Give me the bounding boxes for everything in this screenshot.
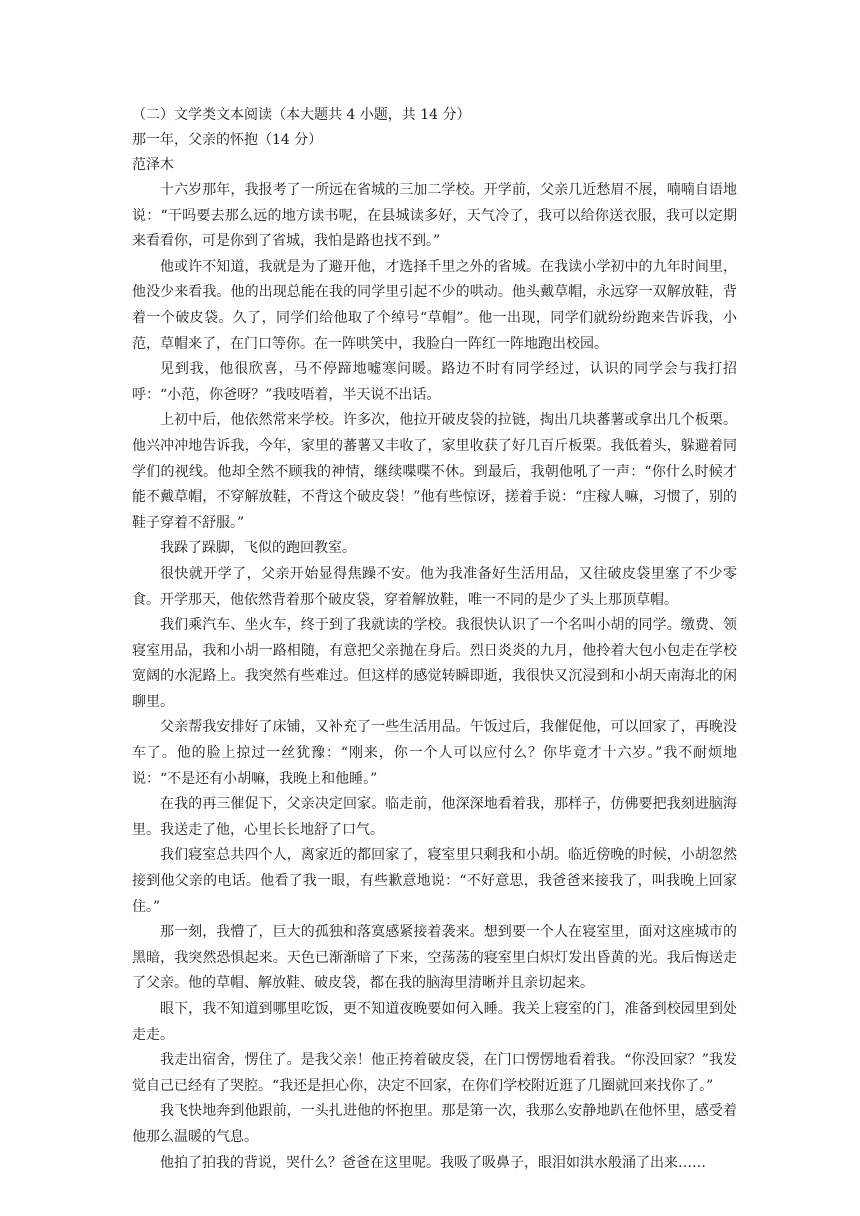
paragraph: 在我的再三催促下，父亲决定回家。临走前，他深深地看着我，那样子，仿佛要把我刻进脑海里。我送走了他，心里长长地舒了口气。 xyxy=(132,796,737,838)
paragraph: 我飞快地奔到他跟前，一头扎进他的怀抱里。那是第一次，我那么安静地趴在他怀里，感受着他那么温暖的气息。 xyxy=(132,1103,737,1145)
paragraph: 十六岁那年，我报考了一所远在省城的三加二学校。开学前，父亲几近愁眉不展，喃喃自语地说：“干吗要去那么远的地方读书呢，在县城读多好，天气冷了，我可以给你送衣服，我可以定期来看看你，可是你到了省城，我怕是路也找不到。” xyxy=(132,182,737,250)
paragraph: 我跺了跺脚，飞似的跑回教室。 xyxy=(160,540,356,557)
article-title: 那一年，父亲的怀抱（14 分） xyxy=(132,132,323,148)
paragraph: 见到我，他很欣喜，马不停蹄地嘘寒问暖。路边不时有同学经过，认识的同学会与我打招呼：“小范，你爸呀？”我吱唔着，半天说不出话。 xyxy=(132,361,737,403)
paragraph: 我们寝室总共四个人，离家近的都回家了，寝室里只剩我和小胡。临近傍晚的时候，小胡忽然接到他父亲的电话。他看了我一眼，有些歉意地说：“不好意思，我爸爸来接我了，叫我晚上回家住。” xyxy=(132,847,737,915)
section-heading: （二）文学类文本阅读（本大题共 4 小题，共 14 分） xyxy=(132,107,471,123)
paragraph: 很快就开学了，父亲开始显得焦躁不安。他为我准备好生活用品，又往破皮袋里塞了不少零食。开学那天，他依然背着那个破皮袋，穿着解放鞋，唯一不同的是少了头上那顶草帽。 xyxy=(132,565,737,608)
paragraph: 那一刻，我懵了，巨大的孤独和落寞感紧接着袭来。想到要一个人在寝室里，面对这座城市的黑暗，我突然恐惧起来。天色已渐渐暗了下来，空荡荡的寝室里白炽灯发出昏黄的光。我后悔送走了父亲。他的草帽、解放鞋、破皮袋，都在我的脑海里清晰并且亲切起来。 xyxy=(132,924,737,992)
paragraph: 他或许不知道，我就是为了避开他，才选择千里之外的省城。在我读小学初中的九年时间里，他没少来看我。他的出现总能在我的同学里引起不少的哄动。他头戴草帽，永远穿一双解放鞋，背着一个破皮袋。久了，同学们给他取了个绰号“草帽”。他一出现，同学们就纷纷跑来告诉我，小范，草帽来了，在门口等你。在一阵哄笑中，我脸白一阵红一阵地跑出校园。 xyxy=(132,258,737,352)
author-name: 范泽木 xyxy=(132,157,174,173)
paragraph: 我们乘汽车、坐火车，终于到了我就读的学校。我很快认识了一个名叫小胡的同学。缴费、领寝室用品，我和小胡一路相随，有意把父亲抛在身后。烈日炎炎的九月，他拎着大包小包走在学校宽阔的水泥路上。我突然有些难过。但这样的感觉转瞬即逝，我很快又沉浸到和小胡天南海北的闲聊里。 xyxy=(132,617,737,710)
paragraph: 他拍了拍我的背说，哭什么？爸爸在这里呢。我吸了吸鼻子，眼泪如洪水般涌了出来…… xyxy=(160,1154,706,1171)
paragraph: 上初中后，他依然常来学校。许多次，他拉开破皮袋的拉链，掏出几块蕃薯或拿出几个板栗。他兴冲冲地告诉我，今年，家里的蕃薯又丰收了，家里收获了好几百斤板栗。我低着头，躲避着同学们的视线。他却全然不顾我的神情，继续喋喋不休。到最后，我朝他吼了一声：“你什么时候才能不戴草帽，不穿解放鞋，不背这个破皮袋！”他有些惊讶，搓着手说：“庄稼人嘛，习惯了，别的鞋子穿着不舒服。” xyxy=(132,412,737,531)
paragraph: 眼下，我不知道到哪里吃饭，更不知道夜晚要如何入睡。我关上寝室的门，准备到校园里到处走走。 xyxy=(132,1001,737,1043)
paragraph: 我走出宿舍，愣住了。是我父亲！他正挎着破皮袋，在门口愣愣地看着我。“你没回家？”我发觉自己已经有了哭腔。“我还是担心你，决定不回家，在你们学校附近逛了几圈就回来找你了。” xyxy=(132,1052,737,1094)
paragraph: 父亲帮我安排好了床铺，又补充了一些生活用品。午饭过后，我催促他，可以回家了，再晚没车了。他的脸上掠过一丝犹豫：“刚来，你一个人可以应付么？你毕竟才十六岁。”我不耐烦地说：“不是还有小胡嘛，我晚上和他睡。” xyxy=(132,719,737,787)
article-body xyxy=(132,178,737,1176)
